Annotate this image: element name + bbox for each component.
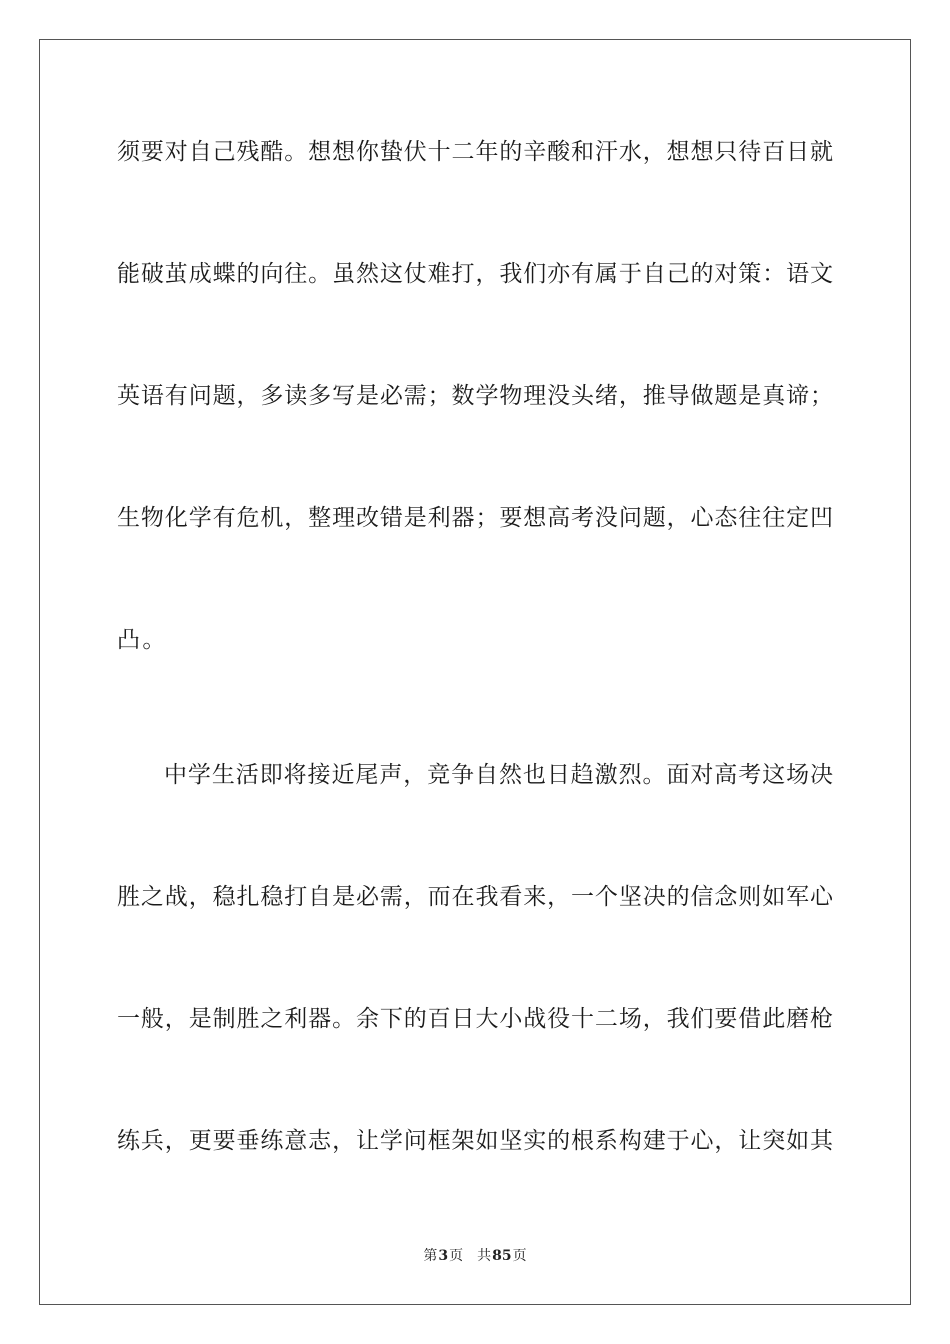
page-suffix: 页 [449,1248,464,1264]
total-pages: 85 [492,1248,512,1264]
total-suffix: 页 [512,1248,527,1264]
page-number: 3 [438,1248,449,1264]
text-line-4: 生物化学有危机，整理改错是利器；要想高考没问题，心态往往定凹 [117,505,833,531]
text-line-2: 能破茧成蝶的向往。虽然这仗难打，我们亦有属于自己的对策：语文 [117,261,833,287]
page-border [39,39,911,1305]
page-footer [0,1247,950,1265]
text-line-6: 中学生活即将接近尾声，竞争自然也日趋激烈。面对高考这场决 [164,762,833,788]
text-line-7: 胜之战，稳扎稳打自是必需，而在我看来，一个坚决的信念则如军心 [117,884,833,910]
total-prefix: 共 [477,1248,492,1264]
text-line-8: 一般，是制胜之利器。余下的百日大小战役十二场，我们要借此磨枪 [117,1006,833,1032]
text-line-9: 练兵，更要垂练意志，让学问框架如坚实的根系构建于心，让突如其 [117,1128,833,1154]
text-line-3: 英语有问题，多读多写是必需；数学物理没头绪，推导做题是真谛； [117,383,833,409]
page-prefix: 第 [423,1248,438,1264]
text-line-5: 凸。 [117,627,168,653]
text-line-1: 须要对自己残酷。想想你蛰伏十二年的辛酸和汗水，想想只待百日就 [117,139,833,165]
